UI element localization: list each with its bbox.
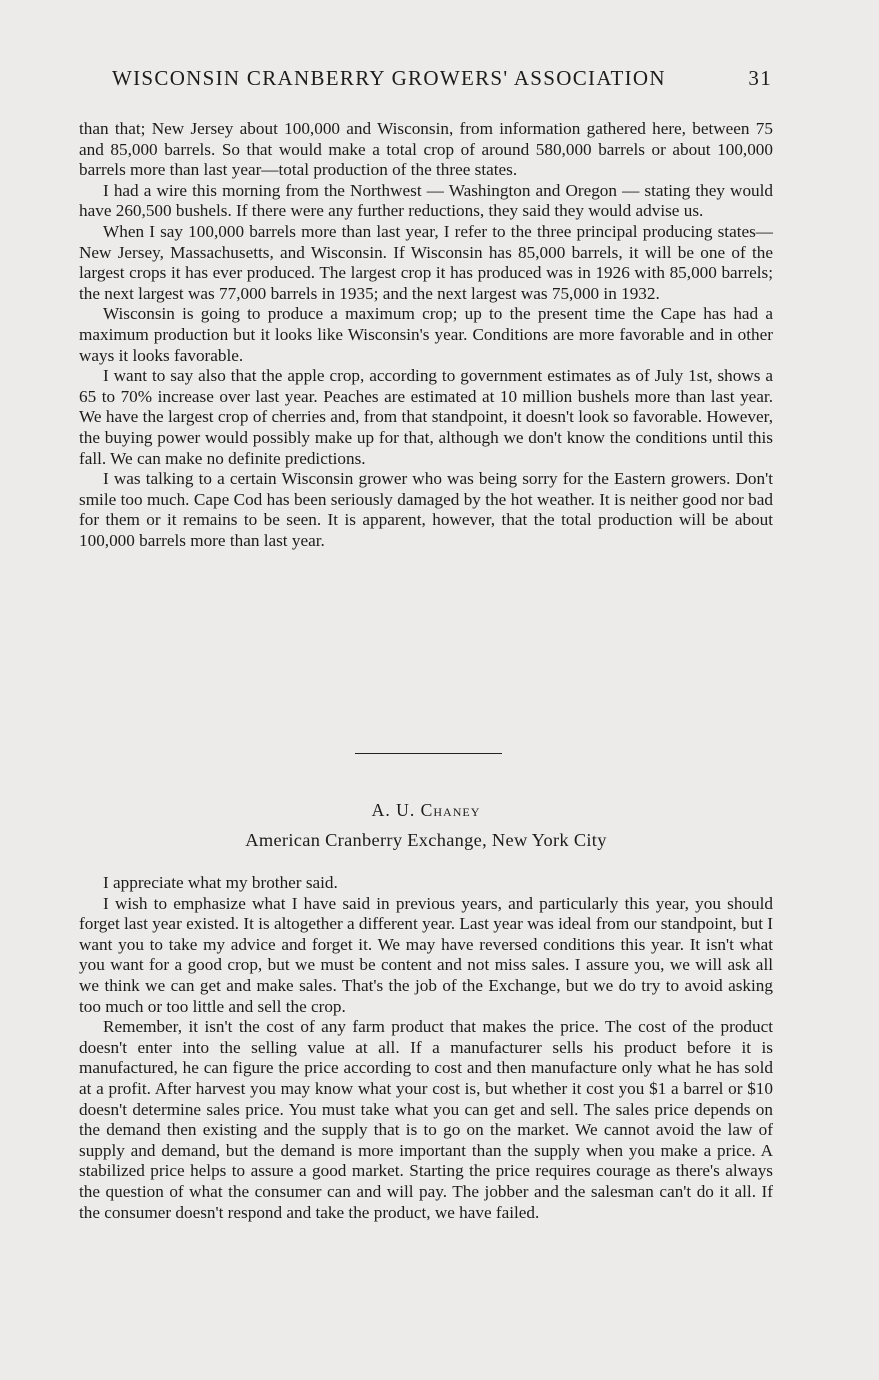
- paragraph: Wisconsin is going to produce a maximum crop; up to the present time the Cape has had a maximum production but it looks like Wisconsin's year. Conditions are more favorable and in other ways it looks favorable.: [79, 304, 773, 365]
- journal-title: WISCONSIN CRANBERRY GROWERS' ASSOCIATION: [112, 66, 666, 90]
- speaker-heading: [79, 800, 773, 821]
- paragraph: I had a wire this morning from the Northwest — Washington and Oregon — stating they would have 260,500 bushels. If there were any further reductions, they said they would advise us.: [79, 180, 773, 221]
- paragraph: I want to say also that the apple crop, according to government estimates as of July 1st, shows a 65 to 70% increase over last year. Peaches are estimated at 10 million bushels more than last year. We have the largest crop of cherries and, from that standpoint, it doesn't look so favorable. However, the buying power would possibly make up for that, although we don't know the conditions until this fall. We can make no definite predictions.: [79, 366, 773, 468]
- running-header: [112, 66, 772, 91]
- paragraph: When I say 100,000 barrels more than last year, I refer to the three principal producing states—New Jersey, Massachusetts, and Wisconsin. If Wisconsin has 85,000 barrels, it will be one of the largest crops it has ever produced. The largest crop it has produced was in 1926 with 85,000 barrels; the next largest was 77,000 barrels in 1935; and the next largest was 75,000 in 1932.: [79, 221, 773, 303]
- paragraph: I appreciate what my brother said.: [103, 873, 338, 892]
- section-speaker-remarks: [79, 873, 773, 1223]
- speaker-name: A. U. Chaney: [371, 800, 481, 820]
- paragraph: I was talking to a certain Wisconsin grower who was being sorry for the Eastern growers. Don't smile too much. Cape Cod has been seriously damaged by the hot weather. It is neither good nor bad for them or it remains to be seen. It is apparent, however, that the total production will be about 100,000 barrels more than last year.: [79, 469, 773, 550]
- paragraph: Remember, it isn't the cost of any farm product that makes the price. The cost of the product doesn't enter into the selling value at all. If a manufacturer sells his product before it is manufactured, he can figure the price according to cost and then manufacture only what he has sold at a profit. After harvest you may know what your cost is, but whether it cost you $1 a barrel or $10 doesn't determine sales price. You must take what you can get and sell. The sales price depends on the demand then existing and the supply that is to go on the market. We cannot avoid the law of supply and demand, but the demand is more important than the supply when you make a price. A stabilized price helps to assure a good market. Starting the price requires courage as there's always the question of what the consumer can and will pay. The jobber and the salesman can't do it all. If the consumer doesn't respond and take the product, we have failed.: [79, 1017, 773, 1222]
- page-number: 31: [748, 66, 772, 90]
- section-divider-rule: [355, 753, 502, 754]
- section-continued-remarks: [79, 119, 773, 551]
- speaker-affiliation: American Cranberry Exchange, New York City: [245, 830, 607, 850]
- paragraph: than that; New Jersey about 100,000 and Wisconsin, from information gathered here, between 75 and 85,000 barrels. So that would make a total crop of around 580,000 barrels or about 100,000 barrels more than last year—total production of the three states.: [79, 119, 773, 180]
- paragraph: I wish to emphasize what I have said in previous years, and particularly this year, you should forget last year existed. It is altogether a different year. Last year was ideal from our standpoint, but I want you to take my advice and forget it. We may have reversed conditions this year. It isn't what you want for a good crop, but we must be content and not miss sales. I assure you, we will ask all we think we can get and make sales. That's the job of the Exchange, but we do try to avoid asking too much or too little and sell the crop.: [79, 893, 773, 1016]
